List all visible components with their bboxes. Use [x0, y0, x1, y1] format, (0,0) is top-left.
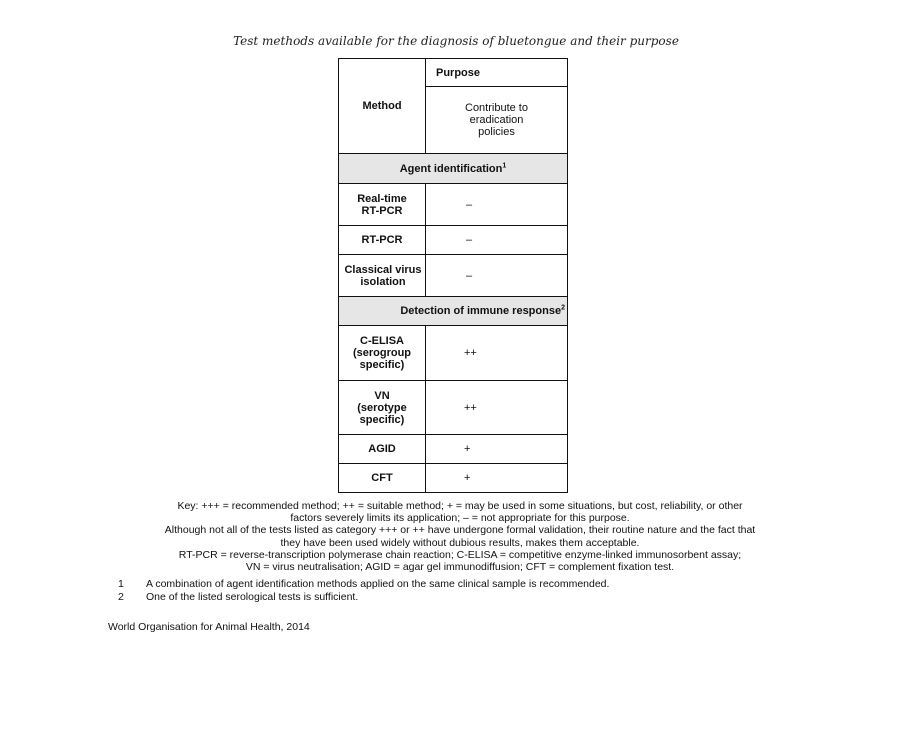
purpose-column-label: Contribute to eradication policies [465, 102, 528, 138]
test-methods-table [338, 58, 568, 493]
purpose-header: Purpose [426, 59, 568, 87]
purpose-value-cell: ++ [426, 381, 568, 435]
footnote-ref: 2 [561, 304, 565, 312]
document-title: Test methods available for the diagnosis of bluetongue and their purpose [233, 34, 679, 48]
key-line: they have been used widely without dubious results, makes them acceptable. [280, 536, 640, 549]
table-row [339, 381, 568, 435]
method-cell: RT-PCR [339, 226, 426, 255]
purpose-value-cell: + [426, 435, 568, 464]
method-cell: VN (serotype specific) [339, 381, 426, 435]
purpose-value-cell: – [426, 255, 568, 297]
section-header-immune-response [339, 297, 568, 326]
source-citation: World Organisation for Animal Health, 2014 [108, 621, 310, 633]
footnote-number: 2 [118, 590, 124, 603]
key-line: Key: +++ = recommended method; ++ = suitable method; + = may be used in some situations, but cost, reliability, or other [177, 500, 743, 512]
section-label: Agent identification [399, 162, 503, 175]
footnote [118, 591, 609, 604]
footnote-text: One of the listed serological tests is sufficient. [146, 590, 359, 603]
purpose-value-cell: + [426, 464, 568, 493]
purpose-value-cell: – [426, 184, 568, 226]
footnote-ref: 1 [502, 161, 507, 169]
method-cell: Classical virus isolation [339, 255, 426, 297]
footnote [118, 578, 609, 591]
purpose-column-header [426, 87, 568, 154]
table-row [339, 184, 568, 226]
table-row [339, 226, 568, 255]
method-cell: CFT [339, 464, 426, 493]
footnote-number: 1 [118, 578, 124, 590]
purpose-value-cell: – [426, 226, 568, 255]
key-line: RT-PCR = reverse-transcription polymerase chain reaction; C-ELISA = competitive enzyme-linked immunosorbent assay; [178, 548, 742, 561]
purpose-value-cell: ++ [426, 326, 568, 381]
section-label: Detection of immune response [400, 305, 562, 317]
table-key [100, 500, 820, 573]
section-header-agent-identification [339, 154, 568, 184]
method-cell: Real-time RT-PCR [339, 184, 426, 226]
key-line: factors severely limits its application; – = not appropriate for this purpose. [290, 512, 630, 525]
table-row [339, 435, 568, 464]
key-line: VN = virus neutralisation; AGID = agar gel immunodiffusion; CFT = complement fixation test. [245, 561, 675, 574]
method-header: Method [339, 59, 426, 154]
table-row [339, 464, 568, 493]
method-cell: AGID [339, 435, 426, 464]
key-line: Although not all of the tests listed as category +++ or ++ have undergone formal validation, their routine nature and the fact that [164, 524, 756, 537]
table-row [339, 326, 568, 381]
footnotes [118, 578, 609, 603]
table-row [339, 255, 568, 297]
footnote-text: A combination of agent identification methods applied on the same clinical sample is recommended. [146, 578, 610, 590]
method-cell: C-ELISA (serogroup specific) [339, 326, 426, 381]
